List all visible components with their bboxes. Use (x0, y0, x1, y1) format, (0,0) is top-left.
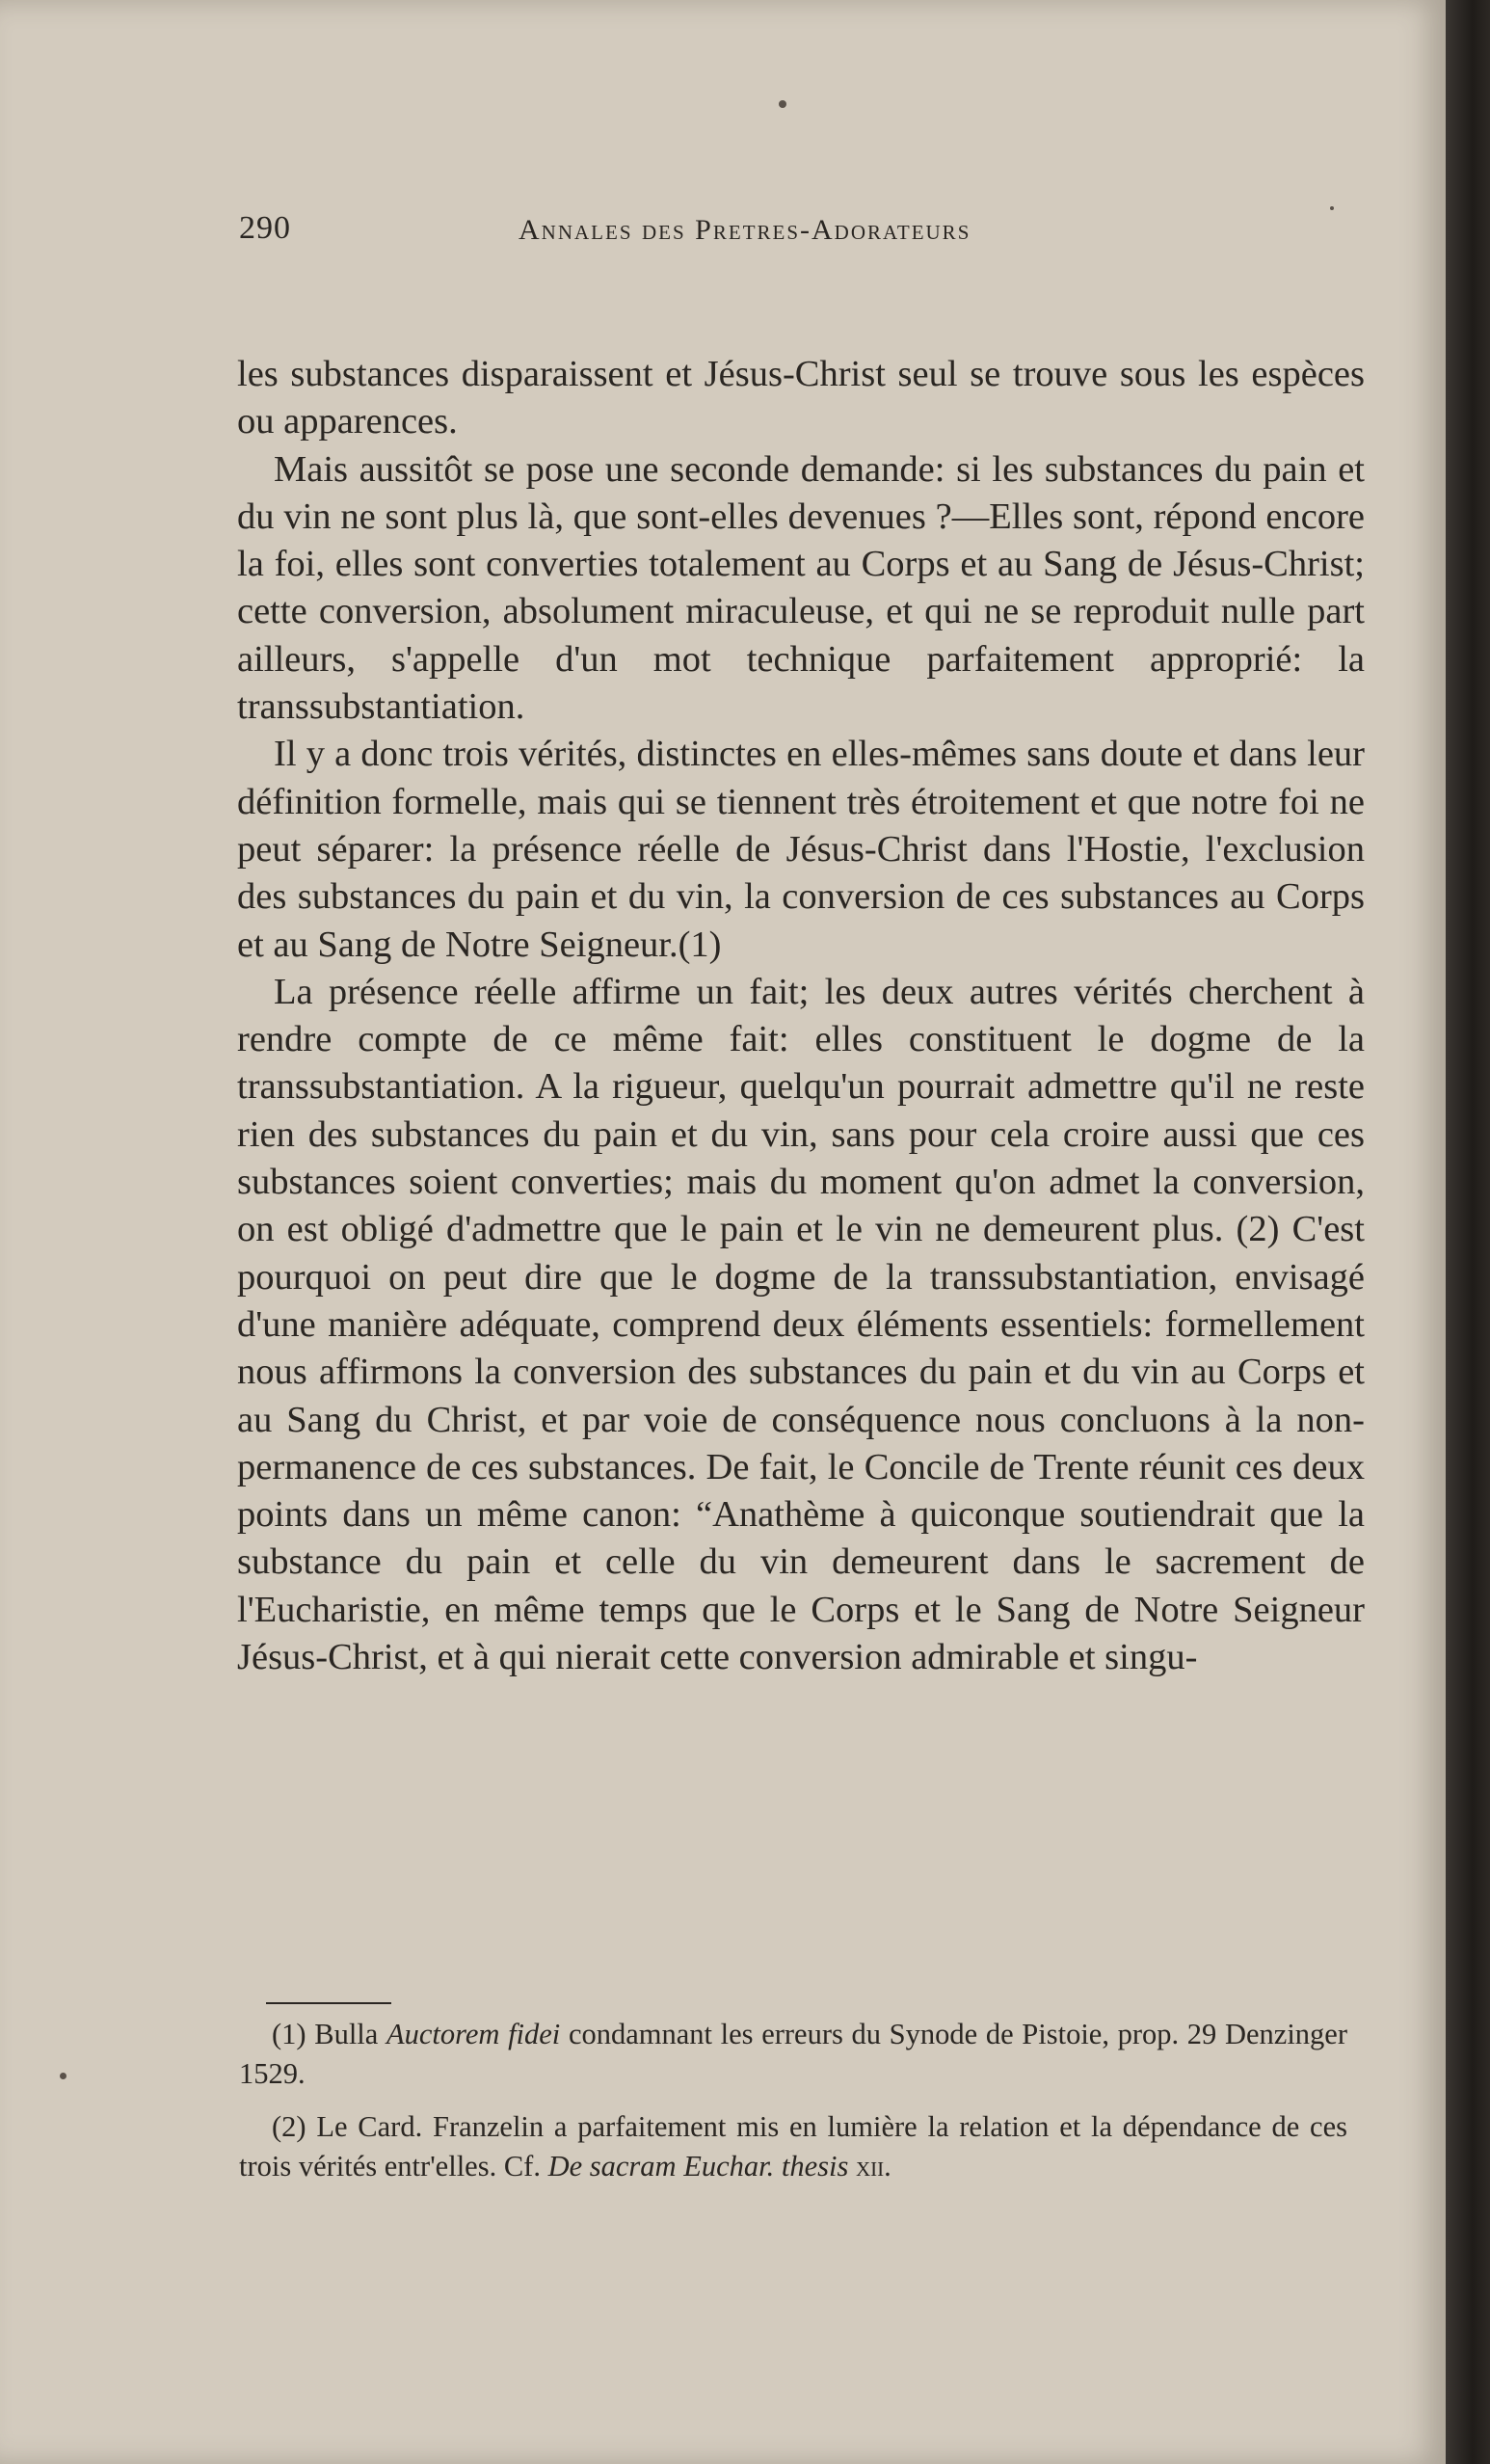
footnotes (239, 2015, 1347, 2200)
footnote-rule (266, 2002, 391, 2004)
footnote-1-rest: condamnant les erreurs du Synode de Pistoie, prop. 29 Denzinger 1529. (239, 2018, 1347, 2090)
footnote-2-lead: (2) Le Card. Franzelin a parfaitement mis en lumière la relation et la dépendance de ces trois vérités entr'elles. Cf. (239, 2110, 1347, 2183)
paragraph: les substances disparaissent et Jésus-Christ seul se trouve sous les espèces ou apparences. (237, 354, 1365, 442)
running-head: Annales des Pretres-Adorateurs (519, 214, 971, 246)
paragraph: Il y a donc trois vérités, distinctes en elles-mêmes sans doute et dans leur définition formelle, mais qui se tiennent très étroitement et que notre foi ne peut séparer: la présence réelle de Jésus-Christ dans l'Hostie, l'exclusion des substances du pain et du vin, la conversion de ces substances au Corps et au Sang de Notre Seigneur.(1) (237, 734, 1365, 965)
ink-speck (60, 2073, 67, 2079)
book-binding-edge (1446, 0, 1490, 2464)
page-number: 290 (239, 210, 291, 246)
footnote-1-title: Auctorem fidei (386, 2018, 561, 2050)
body-text (237, 351, 1365, 1681)
footnote-1-lead: (1) Bulla (272, 2018, 386, 2050)
footnote-2-rest: xii. (848, 2150, 891, 2183)
paragraph: Mais aussitôt se pose une seconde demande: si les substances du pain et du vin ne sont plus là, que sont-elles devenues ?—Elles sont, répond encore la foi, elles sont converties totalement au Corps et au Sang de Jésus-Christ; cette conversion, absolument miraculeuse, et qui ne se reproduit nulle part ailleurs, s'appelle d'un mot technique parfaitement approprié: la transsubstantiation. (237, 448, 1365, 728)
footnote-1 (239, 2015, 1347, 2094)
footnote-2 (239, 2107, 1347, 2186)
paragraph: La présence réelle affirme un fait; les deux autres vérités cherchent à rendre compte de ce même fait: elles constituent le dogme de la transsubstantiation. A la rigueur, quelqu'un pourrait admettre qu'il ne reste rien des substances du pain et du vin, sans pour cela croire aussi que ces substances soient converties; mais du moment qu'on admet la conversion, on est obligé d'admettre que le pain et le vin ne demeurent plus. (2) C'est pourquoi on peut dire que le dogme de la transsubstantiation, envisagé d'une manière adéquate, comprend deux éléments essentiels: formellement nous affirmons la conversion des substances du pain et du vin au Corps et au Sang du Christ, et par voie de conséquence nous concluons à la non-permanence de ces substances. De fait, le Concile de Trente réunit ces deux points dans un même canon: “Anathème à quiconque soutiendrait que la substance du pain et celle du vin demeurent dans le sacrement de l'Eucharistie, en même temps que le Corps et le Sang de Notre Seigneur Jésus-Christ, et à qui nierait cette conversion admirable et singu- (237, 971, 1365, 1678)
page-header (239, 210, 1357, 253)
ink-speck (779, 100, 786, 108)
footnote-2-title: De sacram Euchar. thesis (547, 2150, 849, 2183)
